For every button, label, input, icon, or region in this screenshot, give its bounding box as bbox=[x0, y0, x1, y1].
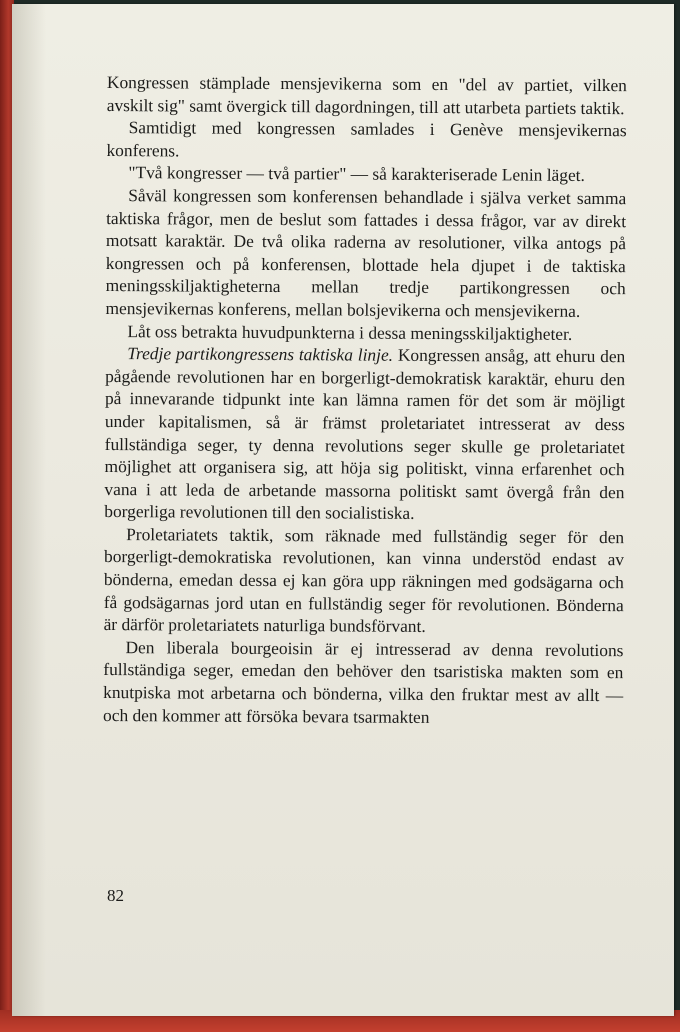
paragraph-text: Kongressen ansåg, att ehuru den pågående revolutionen har en borgerligt-demokratisk karaktär, ehuru den på innevarande tidpunkt inte kan lämna ramen för det som är möjligt under kapitalismen, så är främst proletariatet intresserat av dess fullständiga seger, ty denna revolutions seger skulle ge proletariatet möjlighet att organisera sig, att höja sig politiskt, vinna erfarenhet och vana i att leda de arbetande massorna politiskt samt övergå från den borgerliga revolutionen till den socialistiska. bbox=[104, 344, 626, 524]
paragraph-text: Kongressen stämplade mensjevikerna som en "del av partiet, vilken avskilt sig" samt övergick till dagordningen, till att utarbeta partiets taktik. bbox=[106, 71, 627, 118]
page-gutter-shadow bbox=[12, 4, 46, 1016]
paragraph-4 bbox=[105, 184, 626, 323]
paragraph-8 bbox=[103, 636, 624, 730]
paragraph-text: Proletariatets taktik, som räknade med fullständig seger för den borgerligt-demokratiska revolutionen, kan vinna understöd endast av bönderna, emedan dessa ej kan göra upp räkningen med godsägarna och få godsägarnas jord utan en fullständig seger för revolutionen. Bönderna är därför proletariatets naturliga bundsförvant. bbox=[103, 524, 625, 637]
paragraph-text: Den liberala bourgeoisin är ej intresserad av denna revolutions fullständiga seger, emedan den behöver den tsaristiska makten som en knutpiska mot arbetarna och bönderna, vilka den fruktar mest av allt — och den kommer att försöka bevara tsarmakten bbox=[103, 636, 624, 727]
body-text bbox=[103, 71, 627, 729]
paragraph-text: Låt oss betrakta huvudpunkterna i dessa meningsskiljaktigheter. bbox=[127, 320, 573, 344]
section-heading-italic: Tredje partikongressens taktiska linje. bbox=[127, 343, 394, 365]
paragraph-2 bbox=[106, 116, 626, 164]
paragraph-text: "Två kongresser — två partier" — så karakteriserade Lenin läget. bbox=[128, 162, 585, 186]
paragraph-5 bbox=[105, 320, 625, 346]
paragraph-7 bbox=[104, 523, 625, 639]
paragraph-text: Samtidigt med kongressen samlades i Genève mensjevikernas konferens. bbox=[106, 117, 627, 161]
paragraph-text: Såväl kongressen som konferensen behandlade i själva verket samma taktiska frågor, men de beslut som fattades i dessa frågor, var av direkt motsatt karaktär. De två olika raderna av resolutioner, vilka antogs på kongressen och på konferensen, blottade hela djupet i de taktiska meningsskiljaktigheterna mellan tredje partikongressen och mensjevikernas konferens, mellan bolsjevikerna och mensjevikerna. bbox=[105, 185, 627, 321]
paragraph-1 bbox=[107, 71, 627, 119]
paragraph-6 bbox=[104, 342, 625, 526]
page-number: 82 bbox=[107, 886, 124, 905]
paragraph-3 bbox=[106, 161, 626, 187]
